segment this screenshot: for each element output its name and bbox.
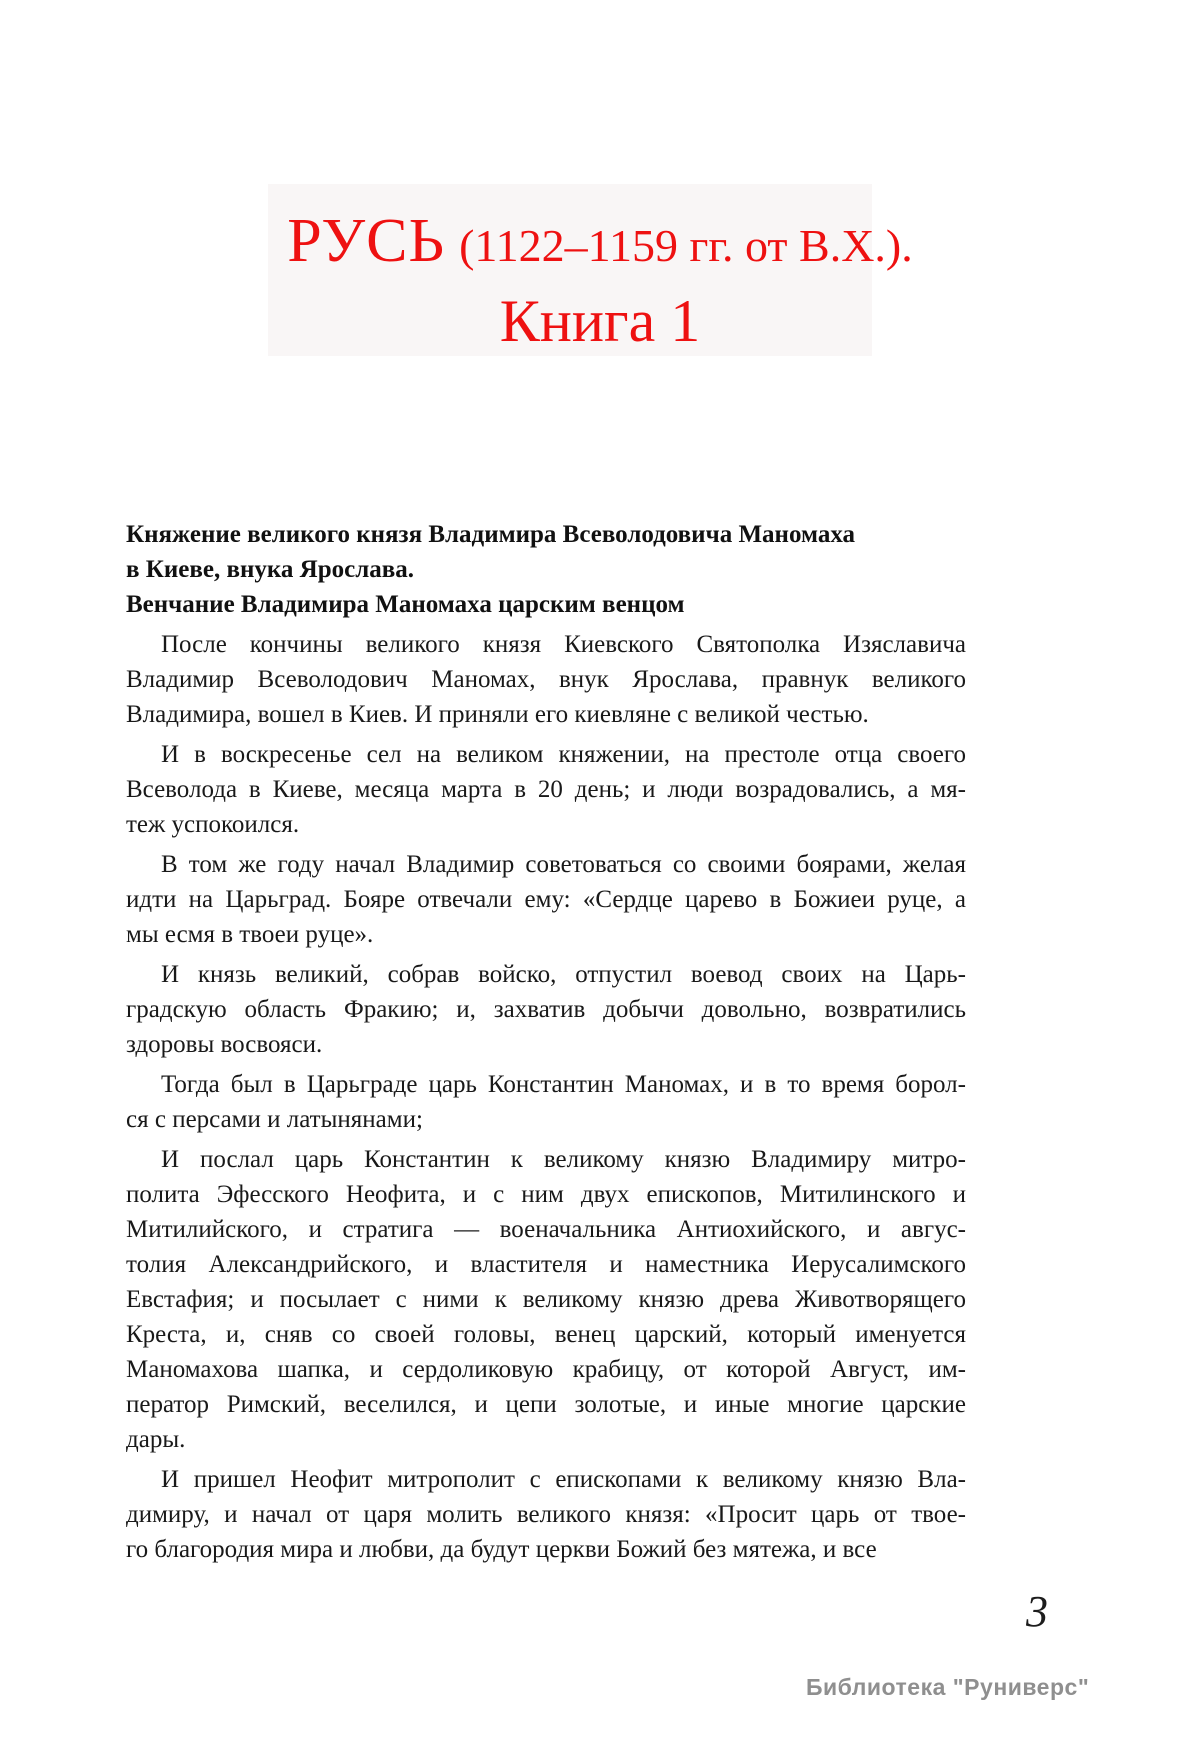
paragraph [126, 1067, 966, 1137]
heading-line: Княжение великого князя Владимира Всеволодовича Маномаха [126, 521, 855, 548]
text-line: градскую область Фракию; и, захватив добычи довольно, возвратились [126, 996, 966, 1023]
text-line: В том же году начал Владимир советоваться со своими боярами, желая [161, 851, 966, 878]
text-line: Евстафия; и посылает с ними к великому князю древа Животворящего [126, 1286, 966, 1313]
text-line: ся с персами и латынянами; [126, 1106, 423, 1133]
text-content [126, 517, 966, 1567]
paragraph [126, 847, 966, 952]
title-date-range: (1122–1159 гг. от В.Х.). [459, 220, 913, 271]
text-line: И в воскресенье сел на великом княжении, на престоле отца своего [161, 741, 966, 768]
text-line: Маномахова шапка, и сердоликовую крабицу, от которой Август, им- [126, 1356, 966, 1383]
text-line: И пришел Неофит митрополит с епископами к великому князю Вла- [161, 1466, 966, 1493]
text-line: идти на Царьград. Бояре отвечали ему: «Сердце царево в Божиеи руце, а [126, 886, 966, 913]
title-main-text: РУСЬ [287, 207, 446, 275]
paragraph [126, 737, 966, 842]
text-line: Митилийского, и стратига — военачальника Антиохийского, и авгус- [126, 1216, 966, 1243]
text-line: Всеволода в Киеве, месяца марта в 20 день; и люди возрадовались, а мя- [126, 776, 966, 803]
text-line: мы есмя в твоеи руце». [126, 921, 374, 948]
paragraphs [126, 627, 966, 1567]
text-line: ператор Римский, веселился, и цепи золотые, и иные многие царские [126, 1391, 966, 1418]
paragraph [126, 627, 966, 732]
heading-line: Венчание Владимира Маномаха царским венцом [126, 591, 685, 618]
library-watermark: Библиотека "Руниверс" [806, 1674, 1090, 1700]
heading-line: в Киеве, внука Ярослава. [126, 556, 414, 583]
paragraph [126, 1462, 966, 1567]
page-number: 3 [1026, 1587, 1048, 1636]
text-line: дары. [126, 1426, 186, 1453]
text-line: теж успокоился. [126, 811, 300, 838]
text-line: После кончины великого князя Киевского Святополка Изяславича [161, 631, 966, 658]
text-line: здоровы восвояси. [126, 1031, 323, 1058]
title-book-number: Книга 1 [499, 288, 701, 354]
section-heading [126, 517, 966, 622]
text-line: Владимира, вошел в Киев. И приняли его киевляне с великой честью. [126, 701, 869, 728]
paragraph [126, 957, 966, 1062]
text-line: Креста, и, сняв со своей головы, венец царский, который именуется [126, 1321, 966, 1348]
text-line: полита Эфесского Неофита, и с ним двух епископов, Митилинского и [126, 1181, 966, 1208]
page-title [0, 206, 1200, 277]
paragraph [126, 1142, 966, 1457]
text-line: И послал царь Константин к великому князю Владимиру митро- [161, 1146, 966, 1173]
text-line: толия Александрийского, и властителя и наместника Иерусалимского [126, 1251, 966, 1278]
text-line: го благородия мира и любви, да будут церкви Божий без мятежа, и все [126, 1536, 877, 1563]
text-line: Владимир Всеволодович Маномах, внук Ярослава, правнук великого [126, 666, 966, 693]
text-line: И князь великий, собрав войско, отпустил воевод своих на Царь- [161, 961, 966, 988]
text-line: Тогда был в Царьграде царь Константин Маномах, и в то время борол- [161, 1071, 966, 1098]
text-line: димиру, и начал от царя молить великого князя: «Просит царь от твое- [126, 1501, 966, 1528]
